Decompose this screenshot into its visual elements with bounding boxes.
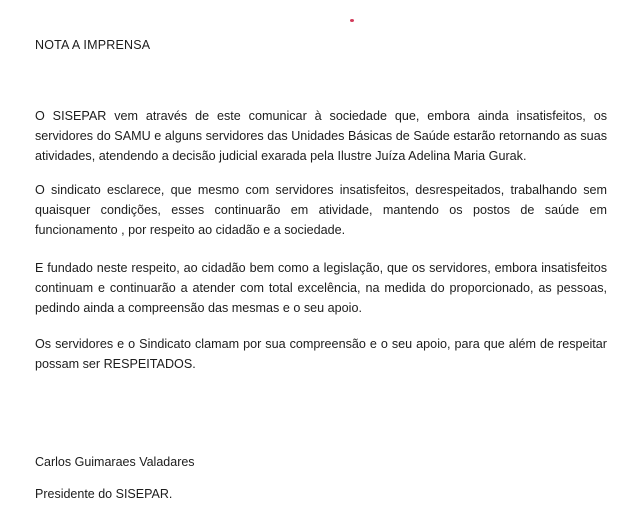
- signature-role: Presidente do SISEPAR.: [35, 487, 173, 501]
- paragraph-4: Os servidores e o Sindicato clamam por sua compreensão e o seu apoio, para que além de respeitar possam ser RESPEITADOS.: [35, 337, 607, 371]
- paragraph-3: E fundado neste respeito, ao cidadão bem como a legislação, que os servidores, embora insatisfeitos continuam e continuarão a atender com total excelência, na medida do proporcionado, as pessoas, pedindo ainda a compreensão das mesmas e o seu apoio.: [35, 261, 607, 315]
- signature-name: Carlos Guimaraes Valadares: [35, 455, 195, 469]
- paragraph-1: O SISEPAR vem através de este comunicar à sociedade que, embora ainda insatisfeitos, os servidores do SAMU e alguns servidores das Unidades Básicas de Saúde estarão retornando as suas atividades, atendendo a decisão judicial exarada pela Ilustre Juíza Adelina Maria Gurak.: [35, 109, 607, 163]
- ink-speck: [350, 19, 354, 22]
- paragraph-2: O sindicato esclarece, que mesmo com servidores insatisfeitos, desrespeitados, trabalhando sem quaisquer condições, esses continuarão em atividade, mantendo os postos de saúde em funcionamento , por respeito ao cidadão e a sociedade.: [35, 183, 607, 237]
- document-title: NOTA A IMPRENSA: [35, 38, 151, 52]
